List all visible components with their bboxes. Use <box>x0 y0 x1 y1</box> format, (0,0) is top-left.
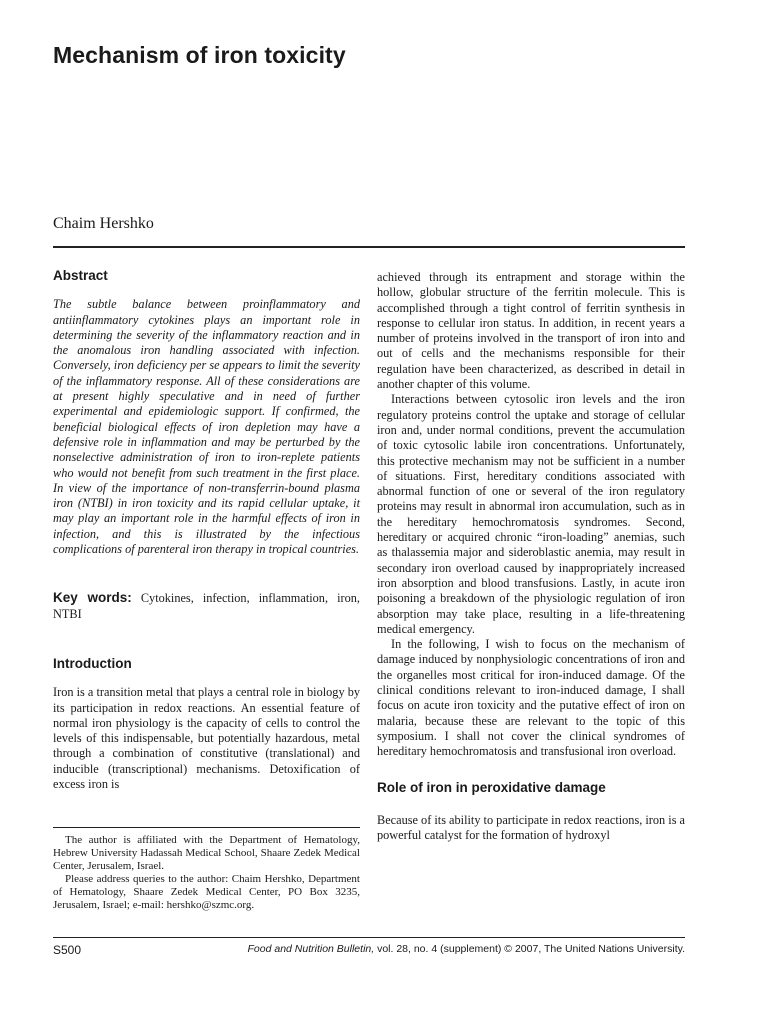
header-divider <box>53 246 685 248</box>
journal-citation <box>248 943 686 955</box>
left-column <box>53 268 360 792</box>
footnote-affiliation: The author is affiliated with the Department of Hematology, Hebrew University Hadassah Medical School, Shaare Zedek Medical Center, Jerusalem, Israel. <box>53 834 360 872</box>
page-number: S500 <box>53 943 82 957</box>
journal-name: Food and Nutrition Bulletin, <box>247 943 375 955</box>
abstract-heading: Abstract <box>53 268 108 283</box>
abstract-text: The subtle balance between proinflammatory and antiinflammatory cytokines plays an important role in determining the severity of the inflammatory reaction and in the anomalous iron handling associated with infection. Conversely, iron deficiency per se appears to limit the severity of the inflammatory response. All of these considerations are at present highly speculative and in need of further experimental and epidemiologic support. If confirmed, the beneficial biological effects of iron depletion may have a defensive role in inflammation and may be perturbed by the nonselective administration of iron to iron-replete patients who would not benefit from such treatment in the first place. In view of the importance of non-transferrin-bound plasma iron (NTBI) in iron toxicity and its rapid cellular uptake, it may play an important role in the harmful effects of iron in infection, and this is illustrated by the infectious complications of parenteral iron therapy in tropical countries. <box>53 297 360 557</box>
keywords-label: Key words: <box>53 590 132 606</box>
introduction-heading: Introduction <box>53 655 132 671</box>
keywords-text: Cytokines, infection, inflammation, iron, NTBI <box>53 591 360 621</box>
footer-divider <box>53 937 685 938</box>
introduction-paragraph-1-continued: achieved through its entrapment and storage within the hollow, globular structure of the ferritin molecule. This is accomplished through a tight control of ferritin synthesis in response to cellular iron status. In addition, in recent years a number of proteins involved in the transport of iron into and out of cells and the mechanisms responsible for their regulation have been characterized, as described in detail in another chapter of this volume. <box>377 270 685 392</box>
role-of-iron-paragraph-1: Because of its ability to participate in redox reactions, iron is a powerful catalyst for the formation of hydroxyl <box>377 812 686 843</box>
article-title: Mechanism of iron toxicity <box>53 42 346 68</box>
role-of-iron-heading: Role of iron in peroxidative damage <box>377 779 606 795</box>
author-name: Chaim Hershko <box>53 215 154 232</box>
introduction-paragraph-2: Interactions between cytosolic iron levels and the iron regulatory proteins control the uptake and storage of cellular iron and, under normal conditions, prevent the accumulation of toxic cytosolic labile iron concentrations. Unfortunately, this protective mechanism may not be sufficient in a number of situations. First, hereditary conditions associated with abnormal function of one or several of the iron regulatory proteins may result in abnormal iron accumulation, such as in the hereditary hemochromatosis syndromes. Second, hereditary or acquired chronic “iron-loading” anemias, such as thalassemia major and sideroblastic anemia, may result in secondary iron overload caused by inappropriately increased iron absorption and blood transfusions. Lastly, in acute iron poisoning a breakdown of the physiologic regulation of iron absorption may take place, resulting in a life-threatening medical emergency. <box>377 392 685 636</box>
introduction-paragraph-1: Iron is a transition metal that plays a central role in biology by its participation in redox reactions. An essential feature of normal iron physiology is the capacity of cells to control the levels of this indispensable, but potentially hazardous, metal through a combination of constitutive (translational) and inducible (transcriptional) mechanisms. Detoxification of excess iron is <box>53 685 360 792</box>
introduction-paragraph-3: In the following, I wish to focus on the mechanism of damage induced by nonphysiologic concentrations of iron and the organelles most critical for iron-induced damage. Of the clinical conditions relevant to iron-induced damage, I shall focus on acute iron toxicity and the putative effect of iron on malaria, because these are relevant to the topic of this symposium. I shall not cover the clinical syndromes of hereditary hemochromatosis and transfusional iron overload. <box>377 637 685 759</box>
right-column <box>377 270 685 843</box>
journal-details: vol. 28, no. 4 (supplement) © 2007, The United Nations University. <box>374 943 685 955</box>
author-footnote <box>53 834 360 912</box>
footnote-divider <box>53 827 360 828</box>
keywords <box>53 590 360 622</box>
footnote-contact: Please address queries to the author: Chaim Hershko, Department of Hematology, Shaare Zedek Medical Center, PO Box 3235, Jerusalem, Israel; e-mail: hershko@szmc.org. <box>53 873 360 911</box>
